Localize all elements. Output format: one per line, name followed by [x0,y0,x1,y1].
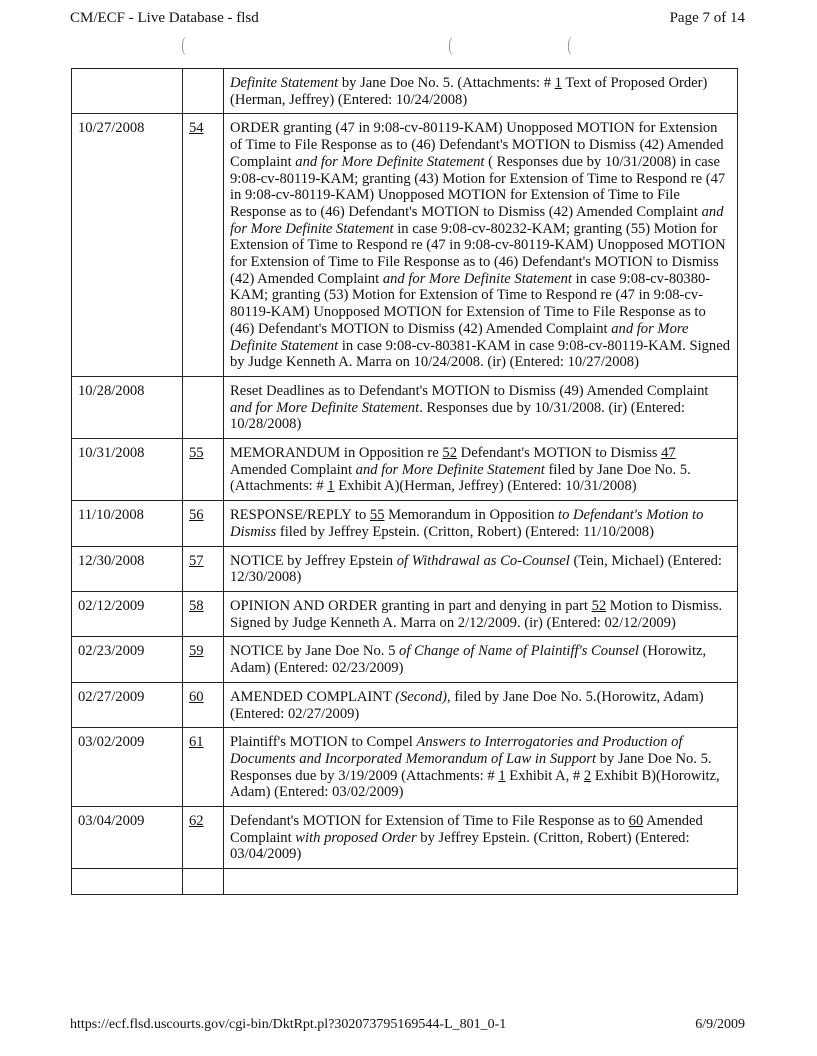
docket-date [72,69,183,114]
docket-text-italic: to Defendant's Motion to Dismiss [230,507,704,540]
docket-row [72,114,738,377]
docket-text-run: Amended Complaint [230,813,703,846]
docket-row [72,807,738,869]
footer-url: https://ecf.flsd.uscourts.gov/cgi-bin/DktRpt.pl?302073795169544-L_801_0-1 [70,1017,507,1032]
docket-text-italic: Answers to Interrogatories and Production of Documents and Incorporated Memorandum of Law in Support [230,734,683,767]
docket-number [183,114,224,377]
docket-text-run: Exhibit A)(Herman, Jeffrey) (Entered: 10/31/2008) [334,478,637,495]
docket-date: 03/04/2009 [72,807,183,869]
docket-text-italic: with proposed Order [295,829,417,846]
docket-text-run: in case 9:08-cv-80232-KAM; granting (55) Motion for Extension of Time to Respond re (47 in 9:08-cv-80119-KAM) Unopposed MOTION for Extension of Time to File Response as to (46) Defendant's MOTION to Dismiss (42) Amended Complaint [230,220,726,287]
docket-text-run: filed by Jane Doe No. 5. (Attachments: # [230,461,691,495]
docket-text [224,114,738,377]
docket-date: 10/28/2008 [72,376,183,438]
docket-text [224,637,738,682]
page-header-title: CM/ECF - Live Database - flsd [70,10,259,26]
docket-row [72,591,738,636]
docket-date: 02/27/2009 [72,682,183,727]
docket-date: 02/23/2009 [72,637,183,682]
docket-row [72,728,738,807]
docket-number [183,69,224,114]
docket-row [72,501,738,546]
footer-date: 6/9/2009 [695,1017,745,1032]
docket-text-run: . Responses due by 10/31/2008. (ir) (Entered: 10/28/2008) [230,399,686,433]
docket-date: 11/10/2008 [72,501,183,546]
docket-text [224,682,738,727]
docket-row-continued [72,869,738,895]
docket-reference-link[interactable]: 1 [554,75,562,91]
docket-reference-link[interactable]: 1 [498,767,506,784]
docket-text-run: by Jeffrey Epstein. (Critton, Robert) (Entered: 03/04/2009) [230,829,690,863]
scan-artifact-mark: ( [567,34,572,56]
docket-number [183,501,224,546]
docket-date: 02/12/2009 [72,591,183,636]
docket-text-run: Defendant's MOTION to Dismiss [457,445,662,462]
docket-text-italic: and for More Definite Statement [230,399,420,416]
scan-artifact-mark: ( [181,34,186,56]
docket-text [224,376,738,438]
docket-number-link[interactable]: 58 [189,597,204,614]
docket-text-run: in case 9:08-cv-80380-KAM; granting (53) Motion for Extension of Time to Respond re (47 in 9:08-cv-80119-KAM) Unopposed MOTION for Extension of Time to File Response as to (46) Defendant's MOTION to Dismiss (42) Amended Complaint [230,270,711,337]
docket-number [183,546,224,591]
docket-text-run: ORDER granting (47 in 9:08-cv-80119-KAM) Unopposed MOTION for Extension of Time to File Response as to (46) Defendant's MOTION to Dismiss (42) Amended Complaint [230,120,724,170]
docket-text-run: Exhibit B)(Horowitz, Adam) (Entered: 03/02/2009) [230,767,720,801]
docket-text-italic: and for More Definite Statement [230,203,724,237]
docket-text [224,439,738,501]
docket-text-run: Amended Complaint [230,461,356,478]
docket-text-run: NOTICE by Jane Doe No. 5 [230,643,400,660]
docket-text [224,728,738,807]
docket-reference-link[interactable]: 52 [591,597,607,614]
docket-text-run: filed by Jeffrey Epstein. (Critton, Robert) (Entered: 11/10/2008) [276,523,654,540]
docket-text-run: Reset Deadlines as to Defendant's MOTION to Dismiss (49) Amended Complaint [230,382,709,399]
docket-date: 12/30/2008 [72,546,183,591]
docket-number-link[interactable]: 61 [189,734,204,751]
docket-number-link[interactable]: 60 [189,688,204,705]
docket-text-italic: of Change of Name of Plaintiff's Counsel [399,643,639,660]
docket-number-link[interactable]: 55 [189,445,204,462]
docket-text [224,807,738,869]
docket-number-link[interactable]: 59 [189,643,204,660]
docket-reference-link[interactable]: 52 [442,445,458,462]
docket-text-run: in case 9:08-cv-80381-KAM in case 9:08-cv-80119-KAM. Signed by Judge Kenneth A. Marra on 10/24/2008. (ir) (Entered: 10/27/2008) [230,337,731,371]
docket-text-italic: and for More Definite Statement [382,270,572,287]
docket-number-link[interactable]: 56 [189,507,204,524]
docket-reference-link[interactable]: 55 [369,507,385,524]
docket-text-run: Motion to Dismiss. Signed by Judge Kenneth A. Marra on 2/12/2009. (ir) (Entered: 02/12/2009) [230,597,723,631]
docket-text-run: Text of Proposed Order)(Herman, Jeffrey) (Entered: 10/24/2008) [230,75,708,108]
docket-row [72,376,738,438]
docket-cell-empty [72,869,183,895]
page-number: Page 7 of 14 [669,10,745,26]
docket-number [183,591,224,636]
docket-text [224,546,738,591]
docket-text-run: by Jane Doe No. 5. (Attachments: # [338,75,555,91]
docket-number [183,807,224,869]
docket-text-run: (Tein, Michael) (Entered: 12/30/2008) [230,552,722,586]
docket-reference-link[interactable]: 2 [583,767,592,784]
docket-reference-link[interactable]: 47 [661,445,676,462]
docket-text-run: Defendant's MOTION for Extension of Time to File Response as to [230,813,629,830]
docket-text-run: , filed by Jane Doe No. 5.(Horowitz, Adam) (Entered: 02/27/2009) [230,688,704,722]
scan-artifact-mark: ( [448,34,453,56]
docket-number-link[interactable]: 62 [189,813,204,830]
docket-number [183,439,224,501]
docket-number [183,637,224,682]
docket-row [72,439,738,501]
docket-cell-empty [183,869,224,895]
docket-number [183,728,224,807]
docket-date: 03/02/2009 [72,728,183,807]
docket-text [224,501,738,546]
docket-text-italic: of Withdrawal as Co-Counsel [396,552,570,569]
docket-date: 10/31/2008 [72,439,183,501]
docket-row [72,682,738,727]
docket-text-run: NOTICE by Jeffrey Epstein [230,552,397,569]
docket-text-italic: and for More Definite Statement [230,320,689,354]
docket-text-italic: and for More Definite Statement [355,461,545,478]
docket-reference-link[interactable]: 1 [327,478,335,495]
docket-number-link[interactable]: 54 [189,120,204,137]
docket-text-run: AMENDED COMPLAINT [230,688,396,705]
docket-text-italic: and for More Definite Statement [295,153,485,170]
docket-text-italic: (Second) [395,688,448,705]
docket-text-run: (Horowitz, Adam) (Entered: 02/23/2009) [230,643,707,677]
docket-text-run: RESPONSE/REPLY to [230,507,370,524]
docket-text-run: by Jane Doe No. 5. Responses due by 3/19/2009 (Attachments: # [230,750,712,784]
docket-row [72,546,738,591]
docket-text-run: ( Responses due by 10/31/2008) in case 9:08-cv-80119-KAM; granting (43) Motion for Extension of Time to Respond re (47 in 9:08-cv-80119-KAM) Unopposed MOTION for Extension of Time to File Response as to (46) Defendant's MOTION to Dismiss (42) Amended Complaint [230,153,726,220]
docket-number-link[interactable]: 57 [189,552,204,569]
docket-text-run: Plaintiff's MOTION to Compel [230,734,417,751]
docket-table [71,68,738,895]
docket-text [224,591,738,636]
docket-text [224,69,738,114]
docket-text-run: MEMORANDUM in Opposition re [230,445,443,462]
docket-text-run: Exhibit A, # [505,767,584,784]
docket-text-run: Memorandum in Opposition [384,507,559,524]
docket-date: 10/27/2008 [72,114,183,377]
docket-text-run: OPINION AND ORDER granting in part and denying in part [230,597,592,614]
docket-row [72,69,738,114]
docket-cell-empty [224,869,738,895]
docket-number [183,376,224,438]
docket-text-italic: Definite Statement [230,75,339,91]
docket-row [72,637,738,682]
docket-number [183,682,224,727]
docket-reference-link[interactable]: 60 [628,813,644,830]
